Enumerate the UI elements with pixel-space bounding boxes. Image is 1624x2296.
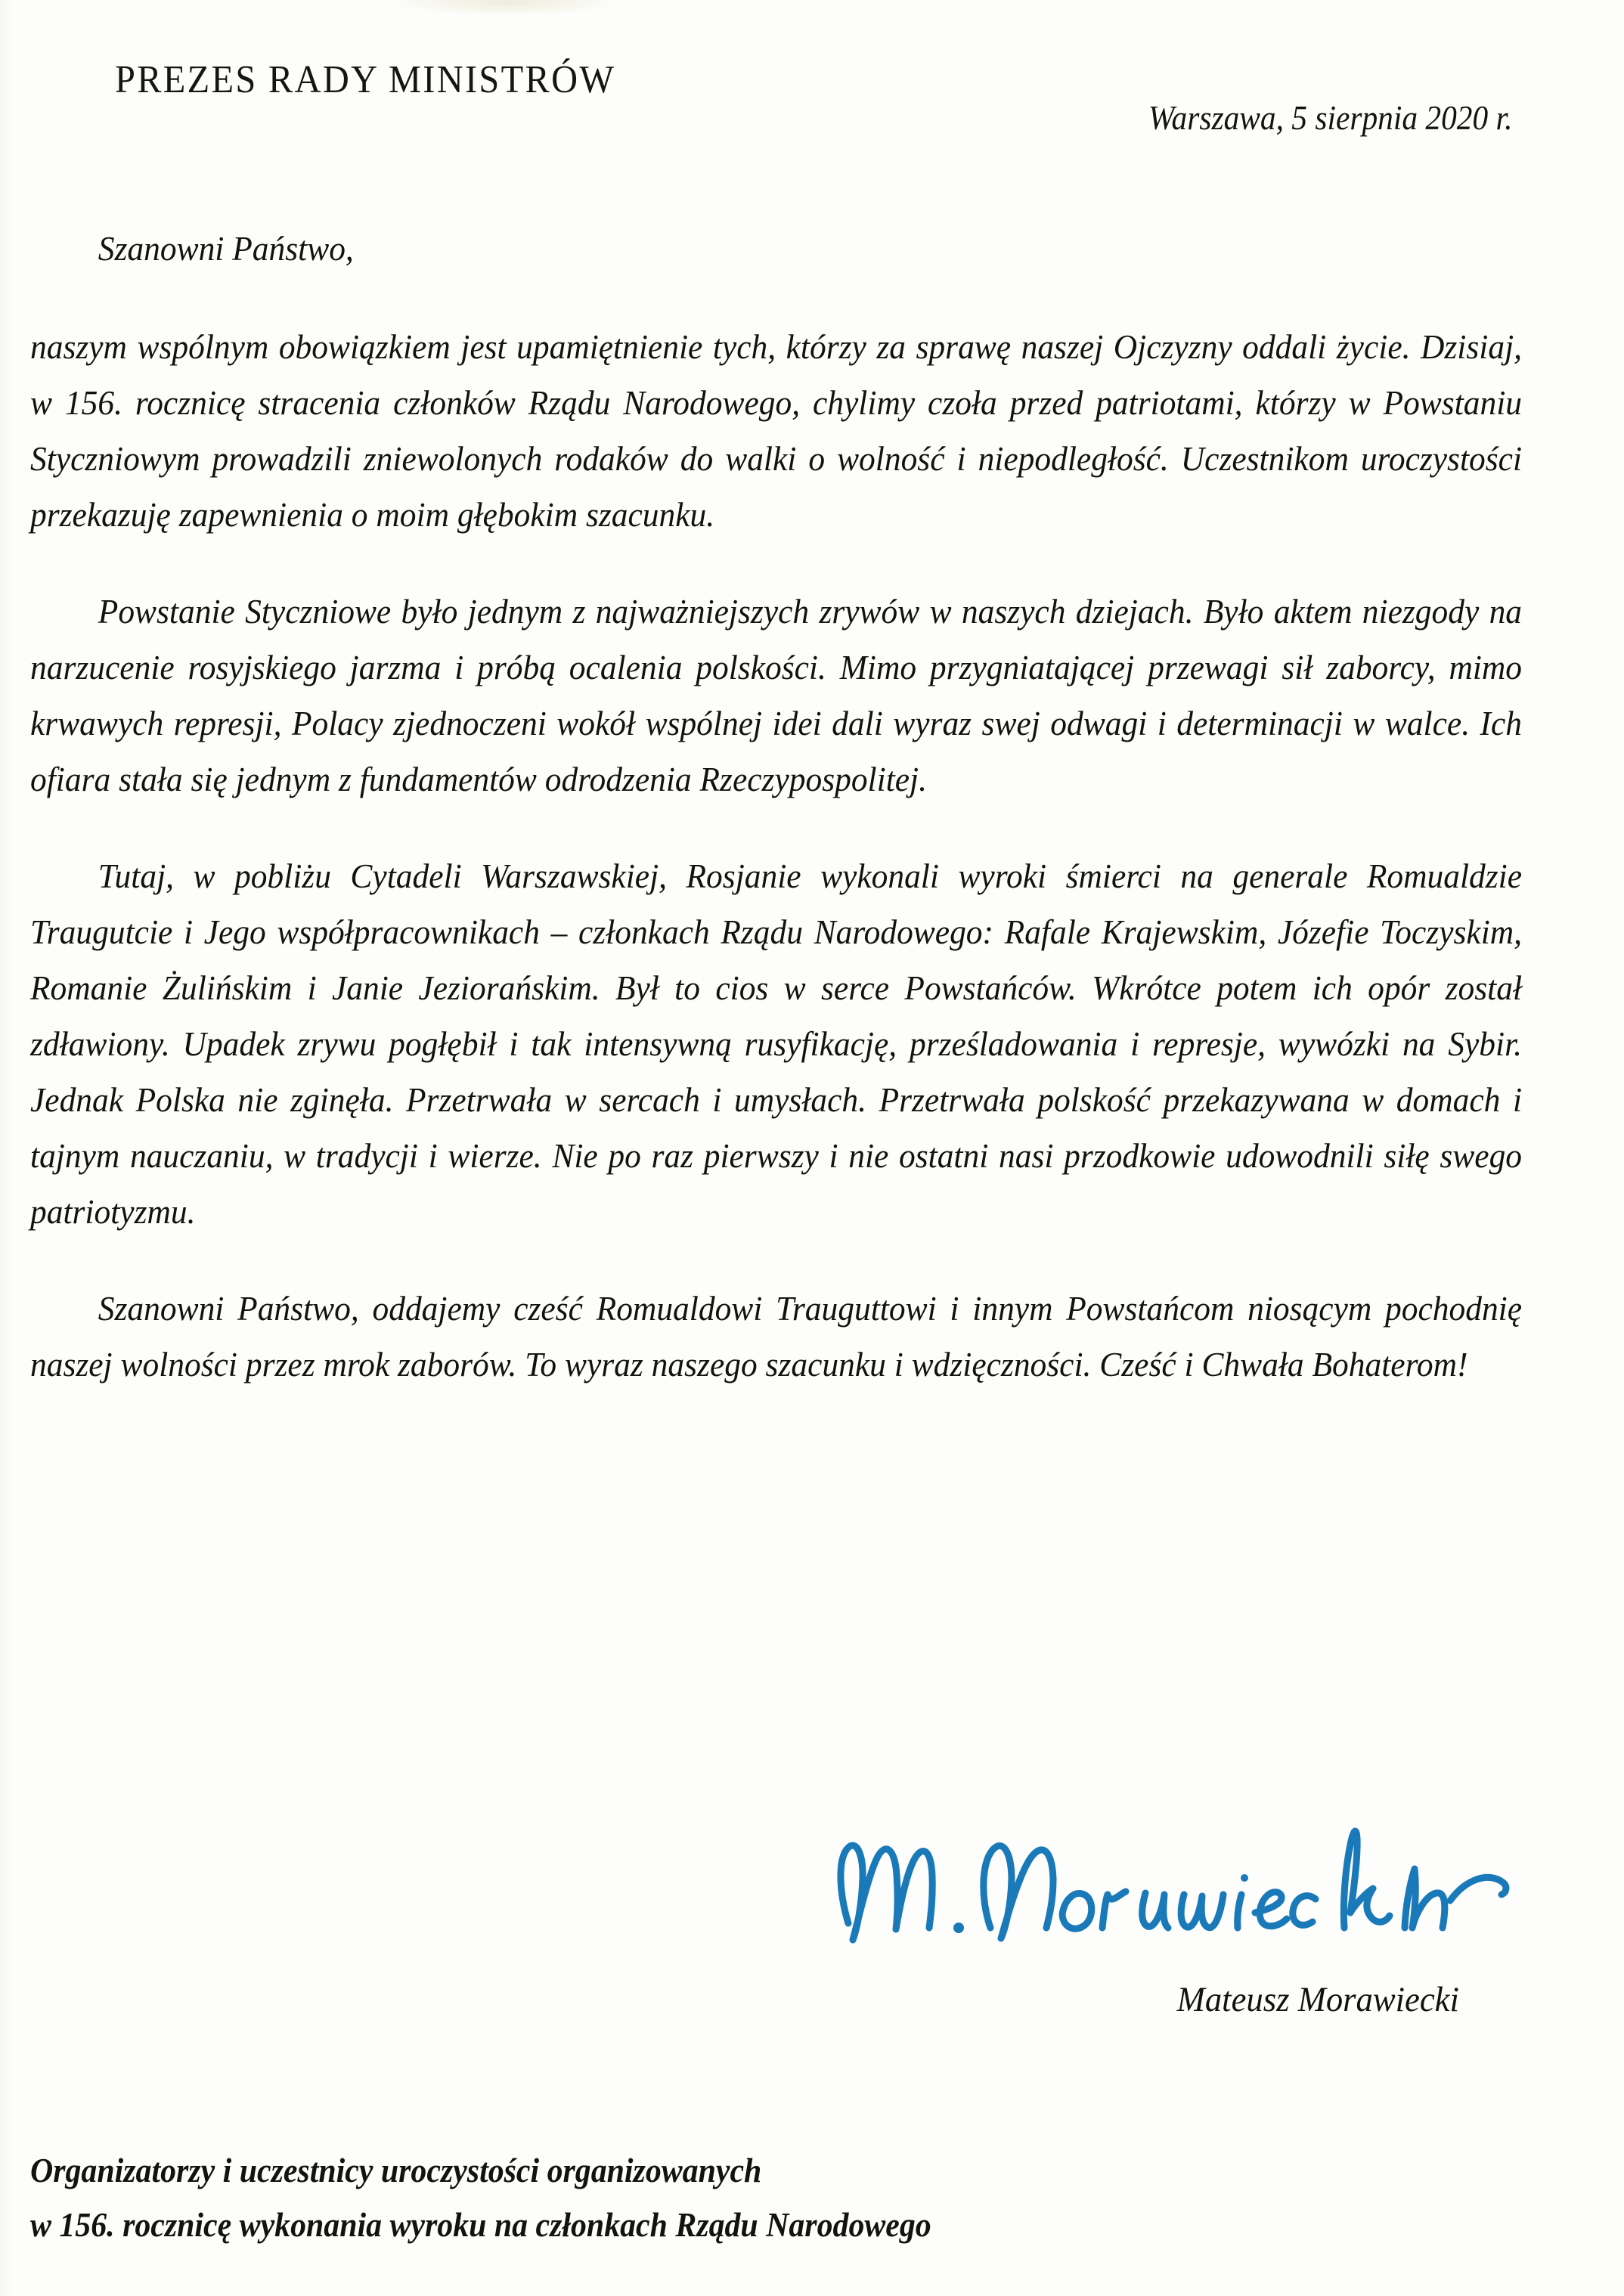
printed-signer-name: Mateusz Morawiecki (1176, 1980, 1459, 2019)
letterhead-title: PREZES RADY MINISTRÓW (115, 58, 616, 101)
body-paragraph-4: Szanowni Państwo, oddajemy cześć Romualdowi Trauguttowi i innym Powstańcom niosącym pochodnię naszej wolności przez mrok zaborów. To wyraz naszego szacunku i wdzięczności. Cześć i Chwała Bohaterom! (30, 1289, 1523, 1383)
scan-artifact (393, 0, 620, 15)
handwritten-signature (764, 1780, 1527, 2006)
salutation: Szanowni Państwo, (98, 229, 354, 268)
body-paragraph-1: naszym wspólnym obowiązkiem jest upamiętnienie tych, którzy za sprawę naszej Ojczyzny oddali życie. Dzisiaj, w 156. rocznicę stracenia członków Rządu Narodowego, chylimy czoła przed patriotami, którzy w Powstaniu Styczniowym prowadzili zniewolonych rodaków do walki o wolność i niepodległość. Uczestnikom uroczystości przekazuję zapewnienia o moim głębokim szacunku. (30, 327, 1523, 534)
signature-area (0, 1743, 1624, 2091)
body-paragraph-3: Tutaj, w pobliżu Cytadeli Warszawskiej, Rosjanie wykonali wyroki śmierci na generale Romualdzie Traugutcie i Jego współpracownikach – członkach Rządu Narodowego: Rafale Krajewskim, Józefie Toczyskim, Romanie Żulińskim i Janie Jeziorańskim. Był to cios w serce Powstańców. Wkrótce potem ich opór został zdławiony. Upadek zrywu pogłębił i tak intensywną rusyfikację, prześladowania i represje, wywózki na Sybir. Jednak Polska nie zginęła. Przetrwała w sercach i umysłach. Przetrwała polskość przekazywana w domach i tajnym nauczaniu, w tradycji i wierze. Nie po raz pierwszy i nie ostatni nasi przodkowie udowodnili siłę swego patriotyzmu. (30, 857, 1523, 1231)
addressee-line-1: Organizatorzy i uczestnicy uroczystości organizowanych (30, 2152, 762, 2189)
letter-body (30, 221, 1592, 1417)
body-paragraph-2: Powstanie Styczniowe było jednym z najważniejszych zrywów w naszych dziejach. Było aktem niezgody na narzucenie rosyjskiego jarzma i próbą ocalenia polskości. Mimo przygniatającej przewagi sił zaborcy, mimo krwawych represji, Polacy zjednoczeni wokół wspólnej idei dali wyraz swej odwagi i determinacji w walce. Ich ofiara stała się jednym z fundamentów odrodzenia Rzeczypospolitej. (30, 592, 1523, 798)
addressee-line-2: w 156. rocznicę wykonania wyroku na członkach Rządu Narodowego (30, 2206, 931, 2244)
addressee-block (30, 2143, 931, 2252)
dateline: Warszawa, 5 sierpnia 2020 r. (1148, 99, 1512, 137)
